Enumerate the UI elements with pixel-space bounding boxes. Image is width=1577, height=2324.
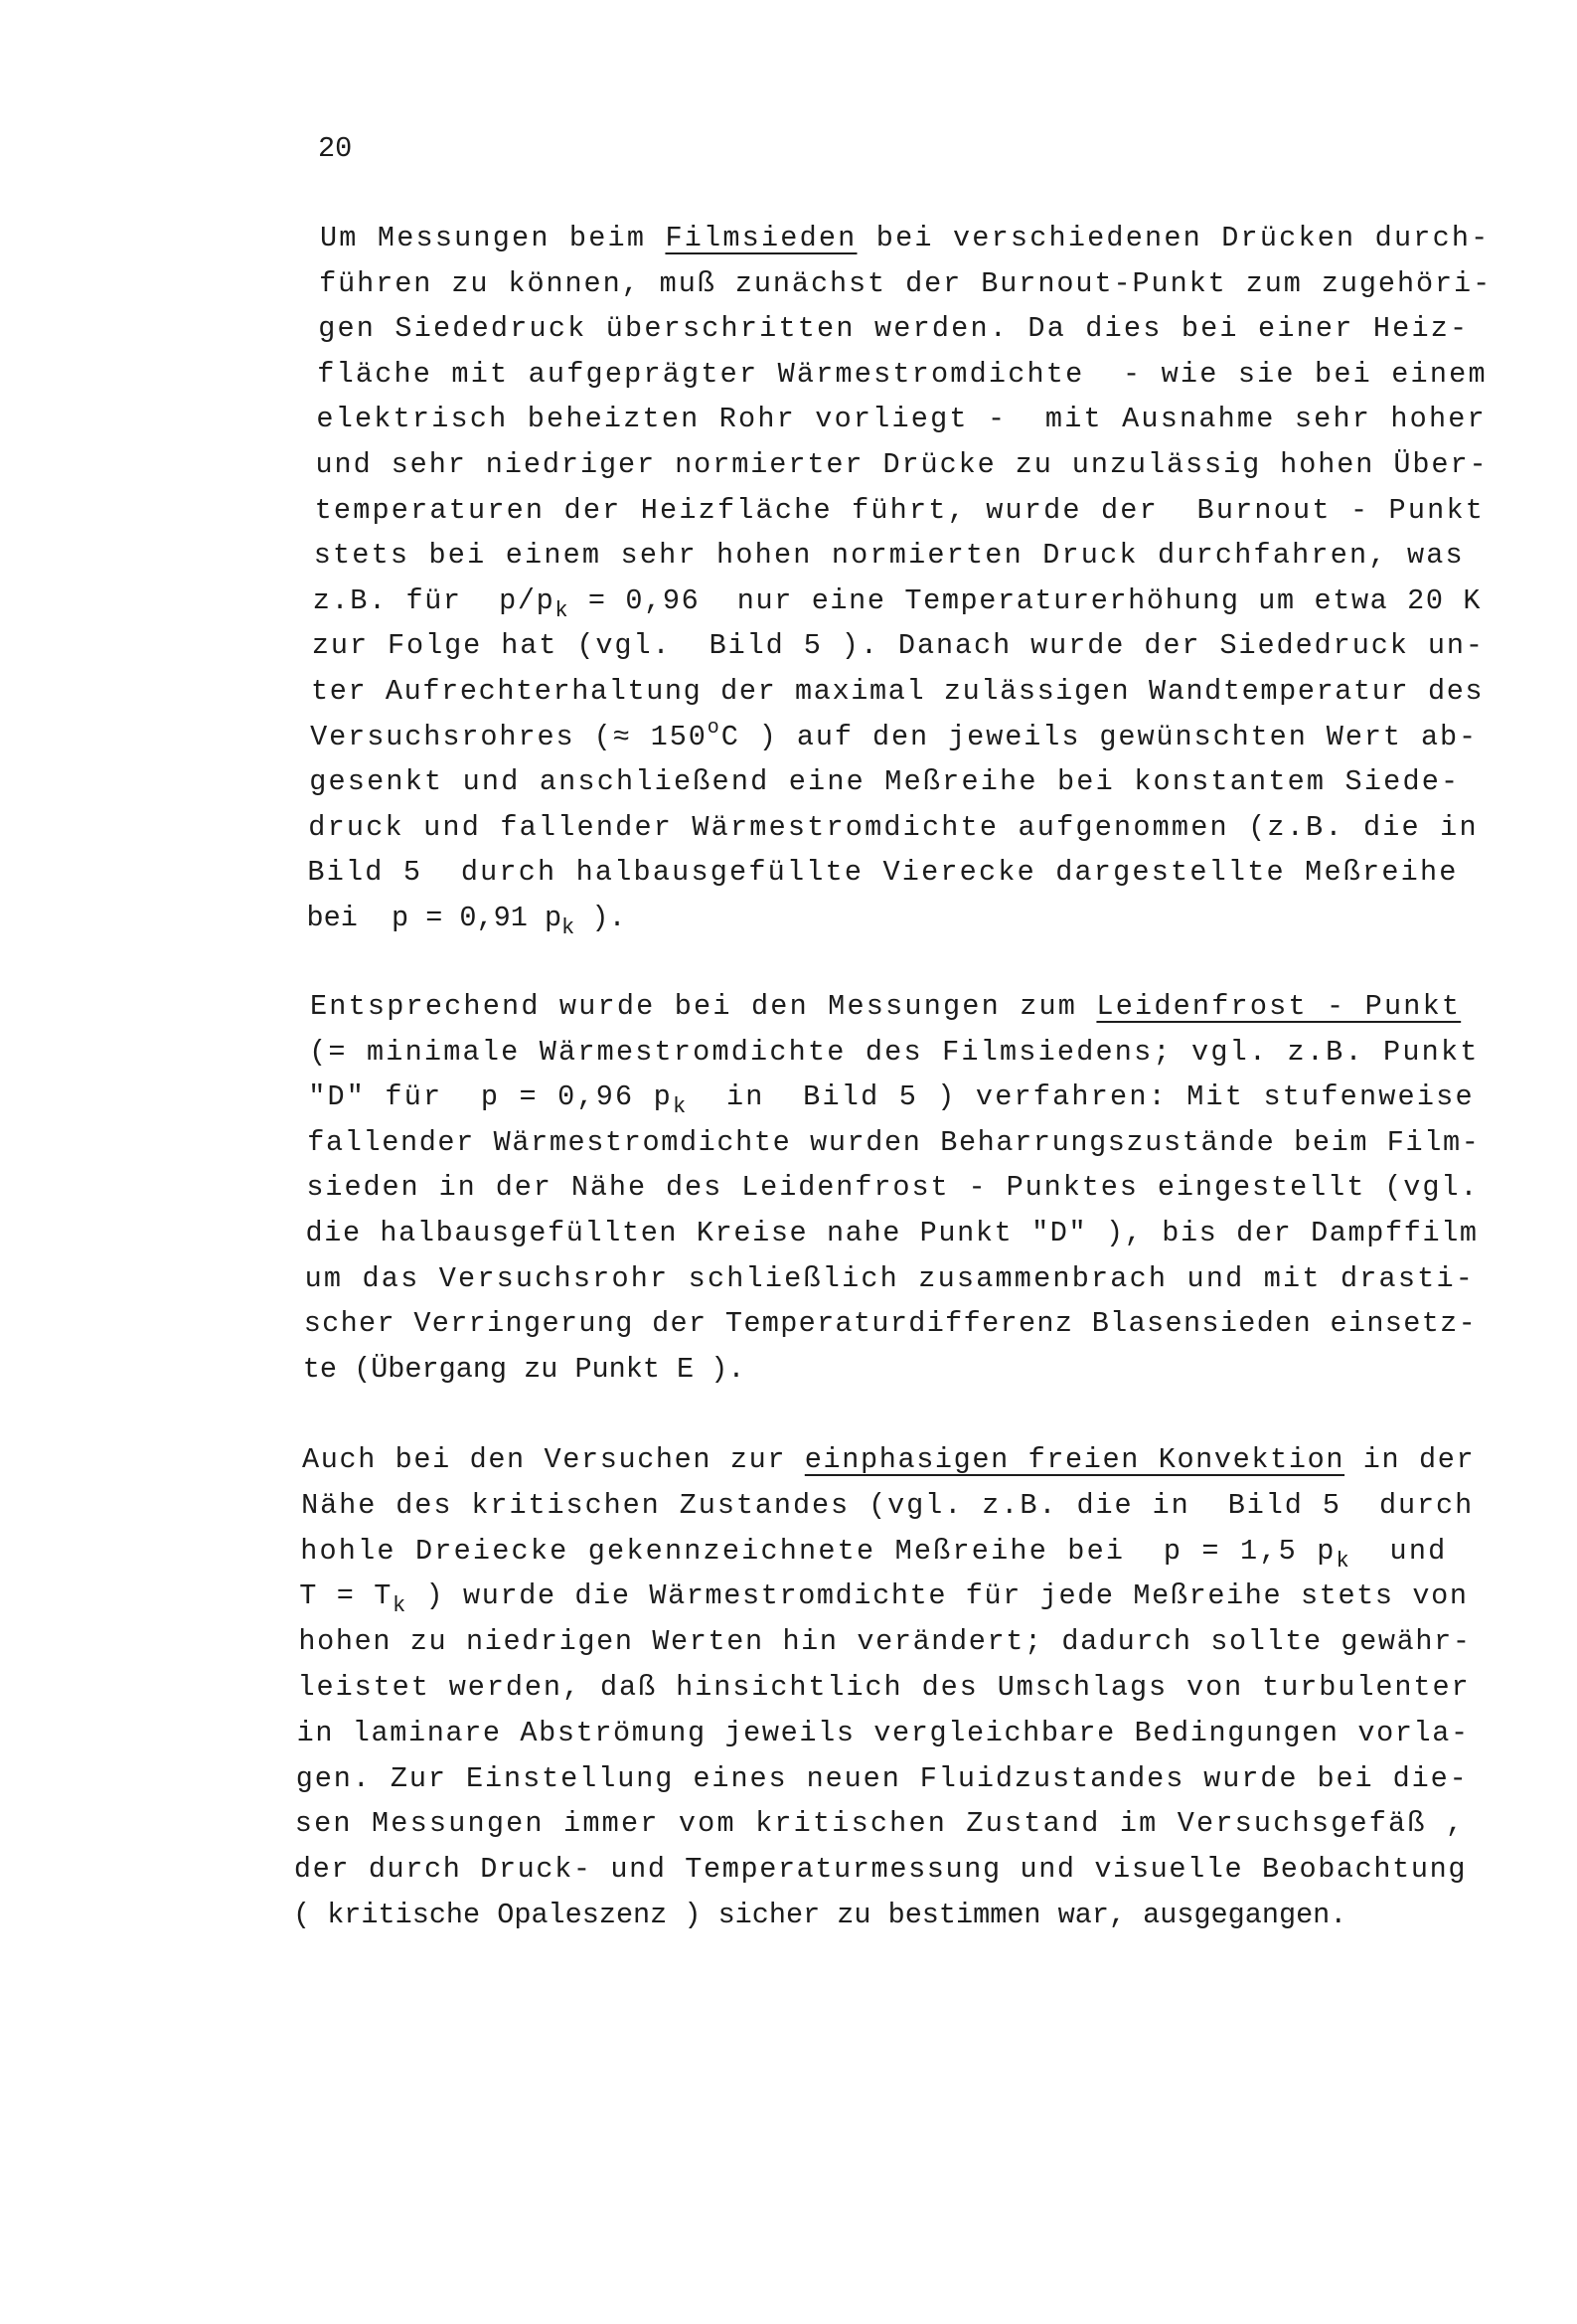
text-line [306,1171,1480,1205]
text-line [315,448,1489,481]
text-run: elektrisch beheizten Rohr vorliegt - mit Ausnahme sehr hoher [316,403,1487,436]
text-line [293,1899,1347,1931]
text-run: der durch Druck- und Temperaturmessung und visuelle Beobachtung [293,1853,1468,1887]
text-line [306,902,626,940]
text-run: gen Siededruck überschritten werden. Da dies bei einer Heiz- [318,312,1470,346]
text-line [318,312,1470,346]
text-run: in laminare Abströmung jeweils vergleichbare Bedingungen vorla- [296,1716,1470,1749]
text-run: te (Übergang zu Punkt E ). [302,1352,745,1386]
text-line [308,810,1479,844]
text-line [313,539,1465,573]
text-line [300,1534,1448,1574]
text-line [296,1716,1470,1749]
text-line [305,1217,1479,1249]
text-line [304,1261,1476,1295]
underlined-term: Filmsieden [665,222,858,254]
text-line [314,493,1486,527]
text-run: C ) auf den jeweils gewünschten Wert ab- [720,720,1479,753]
subscript: k [1336,1548,1351,1574]
text-line [297,1671,1471,1704]
text-run: in Bild 5 ) verfahren: Mit stufenweise [688,1080,1475,1114]
subscript: k [561,915,575,940]
text-run: T = T [299,1579,393,1613]
text-line [293,1853,1468,1887]
text-line [310,990,1462,1023]
text-run: Entsprechend wurde bei den Messungen zum [310,990,1097,1023]
text-line [301,1488,1475,1522]
text-line [312,583,1483,623]
text-line [302,1352,745,1386]
text-run: leistet werden, daß hinsichtlich des Umschlags von turbulenter [297,1671,1471,1704]
text-run: Bild 5 durch halbausgefüllte Vierecke dargestellte Meßreihe [307,856,1459,890]
text-run: hohle Dreiecke gekennzeichnete Meßreihe bei p = 1,5 p [300,1534,1337,1568]
text-run: scher Verringerung der Temperaturdifferenz Blasensieden einsetz- [303,1307,1478,1341]
text-run: bei p = 0,91 p [306,902,562,934]
text-line [317,357,1488,391]
text-line [319,266,1493,300]
text-line [320,222,1491,254]
text-run: druck und fallender Wärmestromdichte aufgenommen (z.B. die in [308,810,1479,844]
text-run: die halbausgefüllten Kreise nahe Punkt "D" ), bis der Dampffilm [305,1217,1479,1249]
text-run: gesenkt und anschließend eine Meßreihe bei konstantem Siede- [309,765,1461,799]
text-run: (= minimale Wärmestromdichte des Filmsiedens; vgl. z.B. Punkt [309,1035,1480,1069]
text-run: und sehr niedriger normierter Drücke zu unzulässig hohen Über- [315,448,1489,481]
text-run: Um Messungen beim [320,222,666,254]
text-line [316,403,1487,436]
text-run: Nähe des kritischen Zustandes (vgl. z.B. die in Bild 5 durch [301,1488,1475,1522]
text-run: fläche mit aufgeprägter Wärmestromdichte - wie sie bei einem [317,357,1488,391]
superscript: o [707,716,721,740]
text-run: Auch bei den Versuchen zur [302,1443,805,1476]
text-run: fallender Wärmestromdichte wurden Beharrungszustände beim Film- [307,1125,1481,1159]
text-line [310,716,1479,753]
text-line [302,1443,1476,1476]
subscript: k [672,1094,689,1120]
text-run: sieden in der Nähe des Leidenfrost - Punktes eingestellt (vgl. [306,1171,1480,1205]
text-line [308,1080,1475,1120]
text-run: "D" für p = 0,96 p [308,1080,673,1114]
text-run: um das Versuchsrohr schließlich zusammenbrach und mit drasti- [304,1261,1476,1295]
text-run: hohen zu niedrigen Werten hin verändert; dadurch sollte gewähr- [298,1625,1472,1659]
text-line [311,629,1485,663]
text-line [309,1035,1480,1069]
text-line [298,1625,1472,1659]
text-line [299,1579,1469,1619]
text-line [309,765,1461,799]
text-run: führen zu können, muß zunächst der Burnout-Punkt zum zugehöri- [319,266,1493,300]
text-run: = 0,96 nur eine Temperaturerhöhung um etwa 20 K [569,583,1483,617]
text-run: zur Folge hat (vgl. Bild 5 ). Danach wurde der Siededruck un- [311,629,1485,663]
text-run: stets bei einem sehr hohen normierten Druck durchfahren, was [313,539,1465,573]
text-run: ). [574,902,626,934]
text-run: sen Messungen immer vom kritischen Zustand im Versuchsgefäß , [294,1807,1466,1841]
text-run: z.B. für p/p [312,583,555,617]
text-run: ) wurde die Wärmestromdichte für jede Meßreihe stets von [406,1579,1469,1613]
text-run: gen. Zur Einstellung eines neuen Fluidzustandes wurde bei die- [295,1761,1469,1795]
text-line [307,856,1459,890]
text-run: temperaturen der Heizfläche führt, wurde der Burnout - Punkt [314,493,1486,527]
text-line [295,1761,1469,1795]
text-line [303,1307,1478,1341]
underlined-term: Leidenfrost - Punkt [1096,990,1462,1023]
text-run: und [1350,1534,1448,1568]
text-line [311,675,1485,708]
text-line [294,1807,1466,1841]
subscript: k [392,1593,407,1619]
page-number: 20 [318,132,353,165]
text-run: Versuchsrohres (≈ 150 [310,720,708,753]
text-run: in der [1344,1443,1476,1476]
text-run: ter Aufrechterhaltung der maximal zulässigen Wandtemperatur des [311,675,1485,708]
underlined-term: einphasigen freien Konvektion [804,1443,1345,1476]
text-line [307,1125,1481,1159]
subscript: k [554,597,570,623]
text-run: bei verschiedenen Drücken durch- [857,222,1491,254]
text-run: ( kritische Opaleszenz ) sicher zu bestimmen war, ausgegangen. [293,1899,1347,1931]
